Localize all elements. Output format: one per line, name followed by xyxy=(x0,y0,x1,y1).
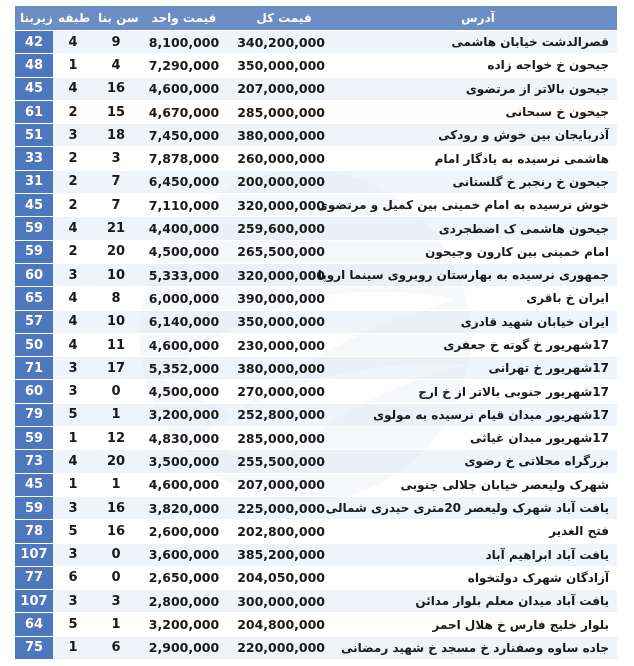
table-header-row xyxy=(15,6,617,31)
table-row xyxy=(15,427,617,450)
cell-total-price: 200,000,000 xyxy=(229,170,339,193)
cell-address: بلوار خلیج فارس خ هلال احمر xyxy=(339,613,617,636)
cell-unit-price: 8,100,000 xyxy=(139,31,229,54)
cell-building-age: 1 xyxy=(93,473,139,496)
table-row xyxy=(15,170,617,193)
table-row xyxy=(15,450,617,473)
table-row xyxy=(15,240,617,263)
cell-address: یافت آباد میدان معلم بلوار مدائن xyxy=(339,590,617,613)
table-row xyxy=(15,520,617,543)
cell-address: شهرک ولیعصر خیابان جلالی جنوبی xyxy=(339,473,617,496)
cell-floor: 2 xyxy=(53,100,93,123)
cell-unit-price: 2,800,000 xyxy=(139,590,229,613)
cell-address: جیحون خ سبحانی xyxy=(339,100,617,123)
cell-address: 17شهریور خ گوته خ جعفری xyxy=(339,333,617,356)
cell-floor: 3 xyxy=(53,380,93,403)
cell-building-age: 15 xyxy=(93,100,139,123)
cell-floor: 4 xyxy=(53,31,93,54)
cell-total-price: 350,000,000 xyxy=(229,54,339,77)
cell-area: 75 xyxy=(15,636,53,659)
cell-building-age: 0 xyxy=(93,566,139,589)
cell-floor: 4 xyxy=(53,333,93,356)
cell-floor: 4 xyxy=(53,310,93,333)
cell-address: جیحون خ رنجبر خ گلستانی xyxy=(339,170,617,193)
cell-area: 45 xyxy=(15,77,53,100)
cell-address: امام خمینی بین کارون وجیحون xyxy=(339,240,617,263)
cell-total-price: 340,200,000 xyxy=(229,31,339,54)
cell-unit-price: 2,900,000 xyxy=(139,636,229,659)
cell-floor: 2 xyxy=(53,240,93,263)
table-row xyxy=(15,357,617,380)
cell-address: 17شهریور خ تهرانی xyxy=(339,357,617,380)
cell-unit-price: 5,333,000 xyxy=(139,263,229,286)
cell-address: یافت آباد ابراهیم آباد xyxy=(339,543,617,566)
cell-total-price: 255,500,000 xyxy=(229,450,339,473)
table-row xyxy=(15,543,617,566)
cell-area: 42 xyxy=(15,31,53,54)
cell-building-age: 12 xyxy=(93,427,139,450)
cell-floor: 5 xyxy=(53,613,93,636)
cell-area: 59 xyxy=(15,427,53,450)
table-row xyxy=(15,403,617,426)
cell-area: 51 xyxy=(15,124,53,147)
cell-floor: 3 xyxy=(53,263,93,286)
cell-total-price: 265,500,000 xyxy=(229,240,339,263)
cell-floor: 1 xyxy=(53,636,93,659)
cell-floor: 3 xyxy=(53,357,93,380)
cell-total-price: 285,000,000 xyxy=(229,100,339,123)
cell-floor: 4 xyxy=(53,217,93,240)
cell-address: هاشمی نرسیده به یادگار امام xyxy=(339,147,617,170)
cell-unit-price: 2,600,000 xyxy=(139,520,229,543)
cell-address: آذربایجان بین خوش و رودکی xyxy=(339,124,617,147)
table-row xyxy=(15,473,617,496)
cell-building-age: 3 xyxy=(93,590,139,613)
cell-area: 73 xyxy=(15,450,53,473)
apartment-price-table xyxy=(15,6,617,660)
cell-building-age: 16 xyxy=(93,77,139,100)
cell-address: ایران خیابان شهید قادری xyxy=(339,310,617,333)
cell-area: 60 xyxy=(15,263,53,286)
cell-area: 78 xyxy=(15,520,53,543)
cell-area: 59 xyxy=(15,240,53,263)
cell-floor: 6 xyxy=(53,566,93,589)
cell-total-price: 285,000,000 xyxy=(229,427,339,450)
cell-area: 60 xyxy=(15,380,53,403)
cell-building-age: 1 xyxy=(93,403,139,426)
cell-unit-price: 7,450,000 xyxy=(139,124,229,147)
cell-total-price: 300,000,000 xyxy=(229,590,339,613)
cell-address: 17شهریور جنوبی بالاتر از خ ارج xyxy=(339,380,617,403)
header-unit-price: قیمت واحد xyxy=(139,6,229,31)
header-building-age: سن بنا xyxy=(93,6,139,31)
header-address: آدرس xyxy=(339,6,617,31)
cell-building-age: 11 xyxy=(93,333,139,356)
cell-area: 71 xyxy=(15,357,53,380)
cell-area: 57 xyxy=(15,310,53,333)
table-row xyxy=(15,566,617,589)
cell-area: 77 xyxy=(15,566,53,589)
cell-building-age: 10 xyxy=(93,310,139,333)
cell-total-price: 207,000,000 xyxy=(229,77,339,100)
table-row xyxy=(15,333,617,356)
cell-building-age: 21 xyxy=(93,217,139,240)
cell-address: بزرگراه محلاتی خ رضوی xyxy=(339,450,617,473)
cell-area: 45 xyxy=(15,194,53,217)
cell-area: 65 xyxy=(15,287,53,310)
table-row xyxy=(15,636,617,659)
cell-area: 61 xyxy=(15,100,53,123)
cell-total-price: 207,000,000 xyxy=(229,473,339,496)
cell-unit-price: 4,500,000 xyxy=(139,240,229,263)
table-row xyxy=(15,287,617,310)
cell-floor: 5 xyxy=(53,520,93,543)
cell-address: جیحون هاشمی ک اضطجردی xyxy=(339,217,617,240)
cell-total-price: 350,000,000 xyxy=(229,310,339,333)
cell-floor: 4 xyxy=(53,287,93,310)
cell-total-price: 380,000,000 xyxy=(229,124,339,147)
cell-total-price: 270,000,000 xyxy=(229,380,339,403)
cell-area: 31 xyxy=(15,170,53,193)
cell-floor: 1 xyxy=(53,473,93,496)
cell-building-age: 6 xyxy=(93,636,139,659)
header-area: زیربنا xyxy=(15,6,53,31)
cell-unit-price: 4,600,000 xyxy=(139,333,229,356)
cell-address: ایران خ باقری xyxy=(339,287,617,310)
cell-floor: 1 xyxy=(53,427,93,450)
cell-address: جیحون خ خواجه زاده xyxy=(339,54,617,77)
cell-address: جیحون بالاتر از مرتضوی xyxy=(339,77,617,100)
header-total-price: قیمت کل xyxy=(229,6,339,31)
cell-unit-price: 7,110,000 xyxy=(139,194,229,217)
cell-address: آزادگان شهرک دولتخواه xyxy=(339,566,617,589)
cell-total-price: 320,000,000 xyxy=(229,194,339,217)
cell-unit-price: 3,600,000 xyxy=(139,543,229,566)
table-row xyxy=(15,194,617,217)
cell-floor: 4 xyxy=(53,77,93,100)
table-row xyxy=(15,217,617,240)
cell-building-age: 20 xyxy=(93,450,139,473)
cell-address: خوش نرسیده به امام خمینی بین کمیل و مرتضوی xyxy=(339,194,617,217)
header-floor: طبقه xyxy=(53,6,93,31)
cell-area: 50 xyxy=(15,333,53,356)
price-table-frame xyxy=(15,6,617,656)
cell-total-price: 230,000,000 xyxy=(229,333,339,356)
cell-building-age: 8 xyxy=(93,287,139,310)
cell-building-age: 3 xyxy=(93,147,139,170)
cell-area: 48 xyxy=(15,54,53,77)
cell-unit-price: 2,650,000 xyxy=(139,566,229,589)
cell-area: 45 xyxy=(15,473,53,496)
table-row xyxy=(15,31,617,54)
cell-floor: 1 xyxy=(53,54,93,77)
cell-address: قصرالدشت خیابان هاشمی xyxy=(339,31,617,54)
table-row xyxy=(15,124,617,147)
cell-area: 59 xyxy=(15,217,53,240)
table-row xyxy=(15,263,617,286)
cell-address: فتح الغدیر xyxy=(339,520,617,543)
cell-total-price: 202,800,000 xyxy=(229,520,339,543)
cell-unit-price: 3,820,000 xyxy=(139,496,229,519)
cell-total-price: 204,050,000 xyxy=(229,566,339,589)
cell-building-age: 20 xyxy=(93,240,139,263)
cell-total-price: 260,000,000 xyxy=(229,147,339,170)
table-row xyxy=(15,613,617,636)
cell-unit-price: 4,830,000 xyxy=(139,427,229,450)
cell-unit-price: 7,878,000 xyxy=(139,147,229,170)
cell-unit-price: 6,000,000 xyxy=(139,287,229,310)
cell-address: یافت آباد شهرک ولیعصر 20متری حیدری شمالی xyxy=(339,496,617,519)
table-row xyxy=(15,590,617,613)
cell-building-age: 16 xyxy=(93,520,139,543)
table-row xyxy=(15,54,617,77)
cell-unit-price: 3,500,000 xyxy=(139,450,229,473)
cell-building-age: 9 xyxy=(93,31,139,54)
cell-building-age: 10 xyxy=(93,263,139,286)
cell-unit-price: 4,600,000 xyxy=(139,77,229,100)
cell-total-price: 320,000,000 xyxy=(229,263,339,286)
cell-address: 17شهریور میدان غیاثی xyxy=(339,427,617,450)
cell-area: 59 xyxy=(15,496,53,519)
cell-area: 64 xyxy=(15,613,53,636)
cell-area: 33 xyxy=(15,147,53,170)
cell-unit-price: 4,670,000 xyxy=(139,100,229,123)
cell-unit-price: 3,200,000 xyxy=(139,403,229,426)
cell-address: جاده ساوه وصفنارد خ مسجد خ شهید رمضانی xyxy=(339,636,617,659)
cell-floor: 2 xyxy=(53,147,93,170)
cell-building-age: 16 xyxy=(93,496,139,519)
cell-total-price: 225,000,000 xyxy=(229,496,339,519)
cell-building-age: 7 xyxy=(93,194,139,217)
table-row xyxy=(15,380,617,403)
cell-unit-price: 7,290,000 xyxy=(139,54,229,77)
cell-total-price: 204,800,000 xyxy=(229,613,339,636)
table-row xyxy=(15,496,617,519)
cell-address: جمهوری نرسیده به بهارستان روبروی سینما اروپا xyxy=(339,263,617,286)
cell-floor: 2 xyxy=(53,170,93,193)
cell-floor: 3 xyxy=(53,124,93,147)
cell-address: 17شهریور میدان قیام نرسیده به مولوی xyxy=(339,403,617,426)
cell-unit-price: 4,500,000 xyxy=(139,380,229,403)
table-row xyxy=(15,310,617,333)
table-row xyxy=(15,77,617,100)
cell-building-age: 7 xyxy=(93,170,139,193)
cell-floor: 4 xyxy=(53,450,93,473)
cell-area: 79 xyxy=(15,403,53,426)
cell-floor: 3 xyxy=(53,590,93,613)
cell-area: 107 xyxy=(15,543,53,566)
table-row xyxy=(15,147,617,170)
cell-unit-price: 6,450,000 xyxy=(139,170,229,193)
cell-building-age: 0 xyxy=(93,380,139,403)
cell-floor: 3 xyxy=(53,543,93,566)
table-row xyxy=(15,100,617,123)
cell-area: 107 xyxy=(15,590,53,613)
cell-total-price: 259,600,000 xyxy=(229,217,339,240)
cell-unit-price: 4,400,000 xyxy=(139,217,229,240)
cell-total-price: 385,200,000 xyxy=(229,543,339,566)
cell-floor: 5 xyxy=(53,403,93,426)
cell-building-age: 4 xyxy=(93,54,139,77)
cell-total-price: 390,000,000 xyxy=(229,287,339,310)
cell-building-age: 1 xyxy=(93,613,139,636)
cell-building-age: 0 xyxy=(93,543,139,566)
cell-floor: 3 xyxy=(53,496,93,519)
cell-unit-price: 6,140,000 xyxy=(139,310,229,333)
cell-total-price: 252,800,000 xyxy=(229,403,339,426)
cell-unit-price: 5,352,000 xyxy=(139,357,229,380)
cell-building-age: 17 xyxy=(93,357,139,380)
cell-total-price: 380,000,000 xyxy=(229,357,339,380)
cell-unit-price: 4,600,000 xyxy=(139,473,229,496)
cell-building-age: 18 xyxy=(93,124,139,147)
cell-floor: 2 xyxy=(53,194,93,217)
cell-total-price: 220,000,000 xyxy=(229,636,339,659)
cell-unit-price: 3,200,000 xyxy=(139,613,229,636)
